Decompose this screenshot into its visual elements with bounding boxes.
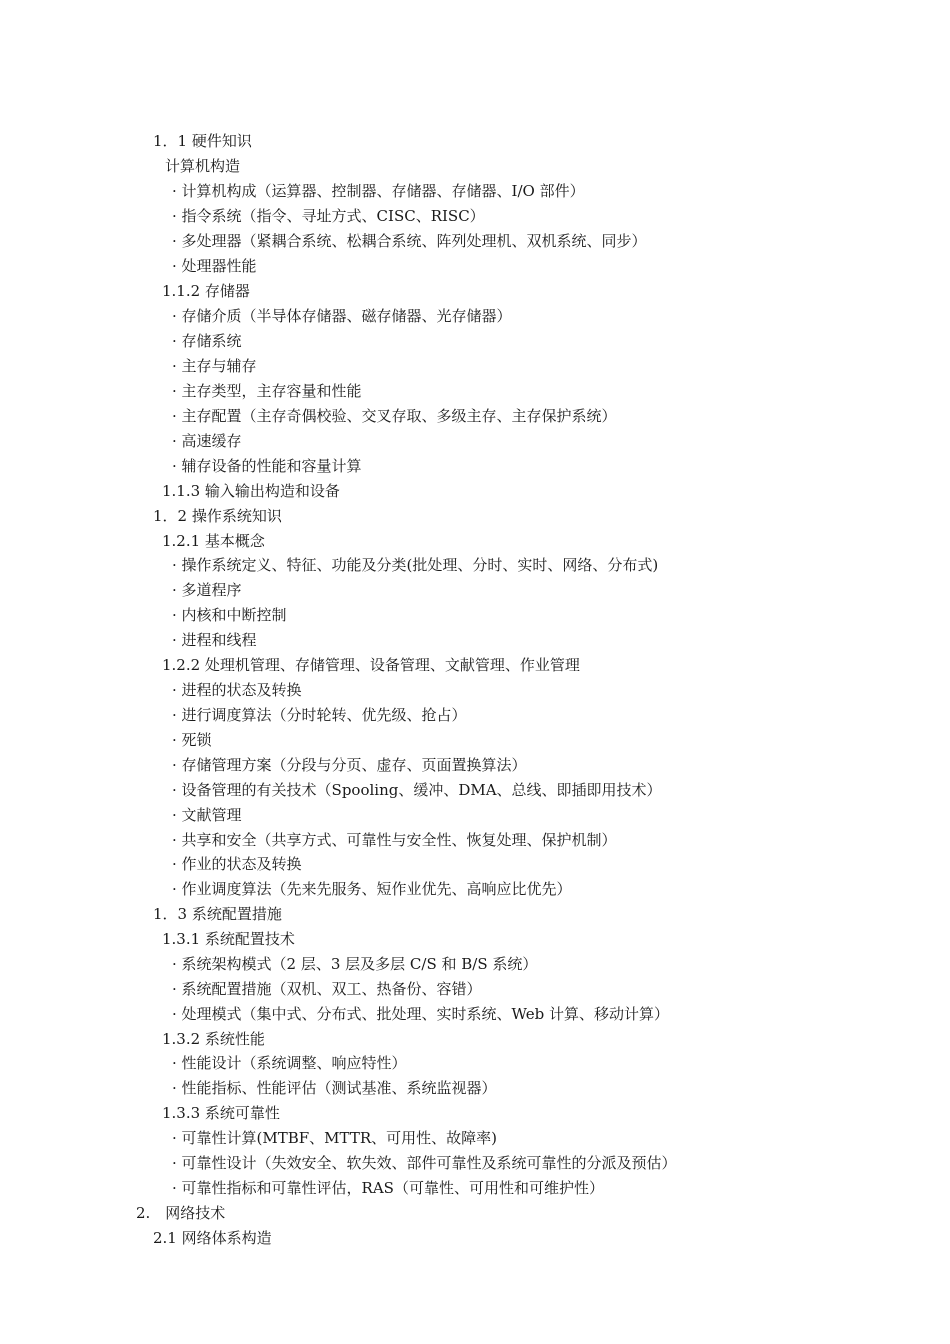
subsection-heading: 计算机构造 [165, 157, 241, 175]
bullet-item: · 性能设计（系统调整、响应特性） [172, 1054, 407, 1072]
bullet-item: · 辅存设备的性能和容量计算 [172, 457, 362, 475]
bullet-item: · 共享和安全（共享方式、可靠性与安全性、恢复处理、保护机制） [172, 831, 617, 849]
bullet-item: · 存储介质（半导体存储器、磁存储器、光存储器） [172, 307, 512, 325]
bullet-item: · 存储系统 [172, 332, 242, 350]
bullet-item: · 多处理器（紧耦合系统、松耦合系统、阵列处理机、双机系统、同步） [172, 232, 647, 250]
subsection-heading: 1.3.3 系统可靠性 [162, 1104, 280, 1122]
bullet-item: · 主存配置（主存奇偶校验、交叉存取、多级主存、主存保护系统） [172, 407, 617, 425]
bullet-item: · 系统架构模式（2 层、3 层及多层 C/S 和 B/S 系统） [172, 955, 538, 973]
bullet-item: · 可靠性指标和可靠性评估，RAS（可靠性、可用性和可维护性） [172, 1179, 604, 1197]
subsection-heading: 1.3.2 系统性能 [162, 1030, 265, 1048]
subsection-heading: 1.2.2 处理机管理、存储管理、设备管理、文献管理、作业管理 [162, 656, 580, 674]
section-heading-1-1: 1．1 硬件知识 [153, 132, 252, 150]
bullet-item: · 性能指标、性能评估（测试基准、系统监视器） [172, 1079, 497, 1097]
bullet-item: · 处理模式（集中式、分布式、批处理、实时系统、Web 计算、移动计算） [172, 1005, 669, 1023]
chapter-heading-2: 2. 网络技术 [136, 1204, 226, 1222]
subsection-heading: 1.1.3 输入输出构造和设备 [162, 482, 340, 500]
subsection-heading: 1.2.1 基本概念 [162, 532, 265, 550]
section-heading-1-2: 1．2 操作系统知识 [153, 507, 282, 525]
section-heading-2-1: 2.1 网络体系构造 [153, 1229, 272, 1247]
bullet-item: · 死锁 [172, 731, 212, 749]
bullet-item: · 主存与辅存 [172, 357, 257, 375]
bullet-item: · 设备管理的有关技术（Spooling、缓冲、DMA、总线、即插即用技术） [172, 781, 662, 799]
bullet-item: · 文献管理 [172, 806, 242, 824]
bullet-item: · 进程的状态及转换 [172, 681, 302, 699]
bullet-item: · 处理器性能 [172, 257, 257, 275]
bullet-item: · 计算机构成（运算器、控制器、存储器、存储器、I/O 部件） [172, 182, 585, 200]
bullet-item: · 高速缓存 [172, 432, 242, 450]
bullet-item: · 可靠性设计（失效安全、软失效、部件可靠性及系统可靠性的分派及预估） [172, 1154, 677, 1172]
bullet-item: · 作业的状态及转换 [172, 855, 302, 873]
bullet-item: · 主存类型，主存容量和性能 [172, 382, 362, 400]
bullet-item: · 操作系统定义、特征、功能及分类(批处理、分时、实时、网络、分布式) [172, 556, 659, 574]
bullet-item: · 内核和中断控制 [172, 606, 287, 624]
bullet-item: · 进程和线程 [172, 631, 257, 649]
subsection-heading: 1.3.1 系统配置技术 [162, 930, 295, 948]
bullet-item: · 存储管理方案（分段与分页、虚存、页面置换算法） [172, 756, 527, 774]
section-heading-1-3: 1．3 系统配置措施 [153, 905, 282, 923]
bullet-item: · 作业调度算法（先来先服务、短作业优先、高响应比优先） [172, 880, 572, 898]
subsection-heading: 1.1.2 存储器 [162, 282, 250, 300]
bullet-item: · 进行调度算法（分时轮转、优先级、抢占） [172, 706, 467, 724]
bullet-item: · 指令系统（指令、寻址方式、CISC、RISC） [172, 207, 485, 225]
bullet-item: · 多道程序 [172, 581, 242, 599]
bullet-item: · 可靠性计算(MTBF、MTTR、可用性、故障率) [172, 1129, 497, 1147]
bullet-item: · 系统配置措施（双机、双工、热备份、容错） [172, 980, 482, 998]
